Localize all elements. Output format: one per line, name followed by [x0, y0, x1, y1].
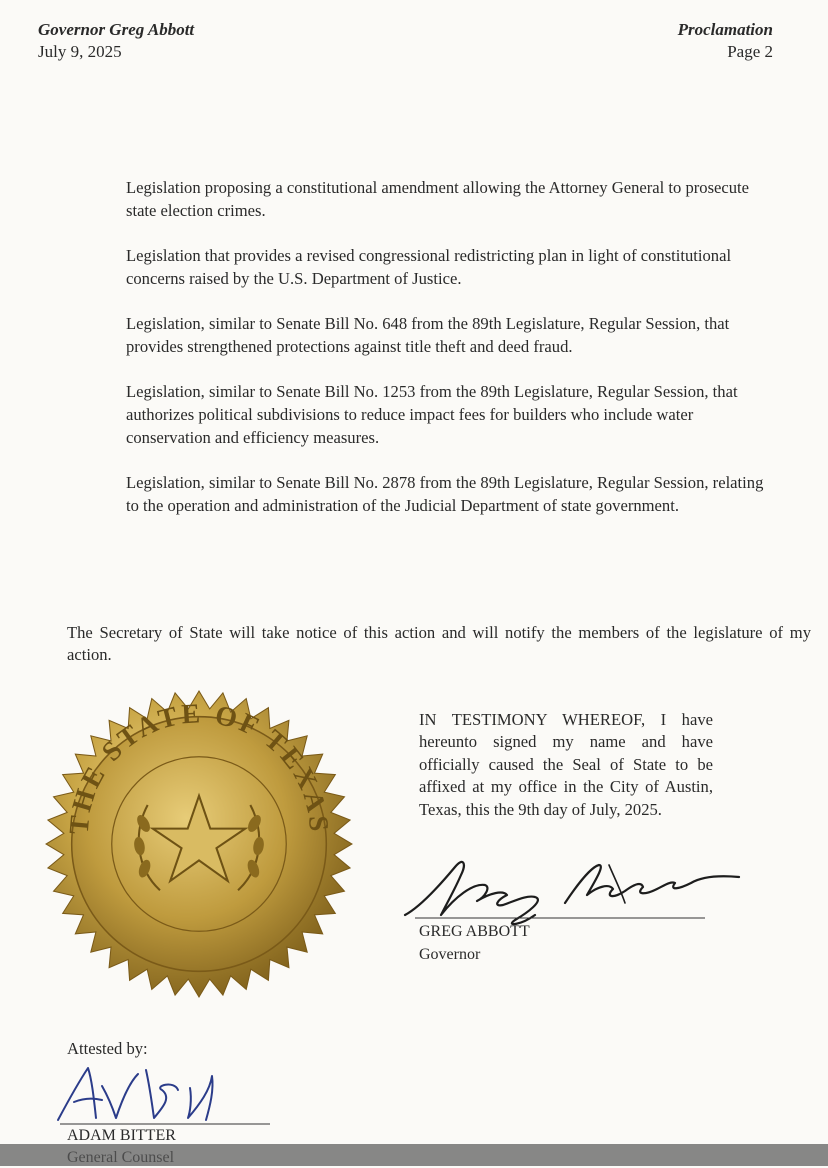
legislation-item: Legislation, similar to Senate Bill No. 2878 from the 89th Legislature, Regular Session, relating to the operation and administration of the Judicial Department of state government. — [126, 473, 764, 515]
legislation-item: Legislation proposing a constitutional amendment allowing the Attorney General to prosecute state election crimes. — [126, 178, 750, 220]
header-page-number: Page 2 — [727, 42, 773, 61]
header-date: July 9, 2025 — [38, 42, 122, 61]
testimony-paragraph: IN TESTIMONY WHEREOF, I have hereunto signed my name and have officially caused the Seal of State to be affixed at my office in the City of Austin, Texas, this the 9th day of July, 2025. — [419, 709, 713, 819]
texas-state-seal — [45, 690, 353, 998]
legislation-item: Legislation that provides a revised congressional redistricting plan in light of constitutional concerns raised by the U.S. Department of Justice. — [126, 246, 732, 288]
header-left — [38, 19, 194, 63]
header-author: Governor Greg Abbott — [38, 20, 195, 39]
legislation-item: Legislation, similar to Senate Bill No. 1253 from the 89th Legislature, Regular Session, that authorizes political subdivisions to reduce impact fees for builders who include water conservation and efficiency measures. — [126, 382, 738, 447]
header-doc-type: Proclamation — [677, 20, 773, 39]
attested-by-label: Attested by: — [67, 1039, 148, 1058]
governor-title: Governor — [419, 946, 481, 963]
notice-paragraph: The Secretary of State will take notice of this action and will notify the members of the legislature of my action. — [67, 622, 811, 664]
governor-name: GREG ABBOTT — [419, 923, 530, 940]
legislation-item: Legislation, similar to Senate Bill No. 648 from the 89th Legislature, Regular Session, that provides strengthened protections against title theft and deed fraud. — [126, 314, 730, 356]
attestation-name: ADAM BITTER — [67, 1127, 176, 1144]
attestation-signature — [50, 1060, 280, 1132]
seal-inscription: THE STATE OF TEXAS — [62, 697, 336, 836]
legislation-list — [126, 176, 766, 539]
header-right — [678, 19, 773, 63]
bottom-overlay-bar — [0, 1144, 828, 1166]
